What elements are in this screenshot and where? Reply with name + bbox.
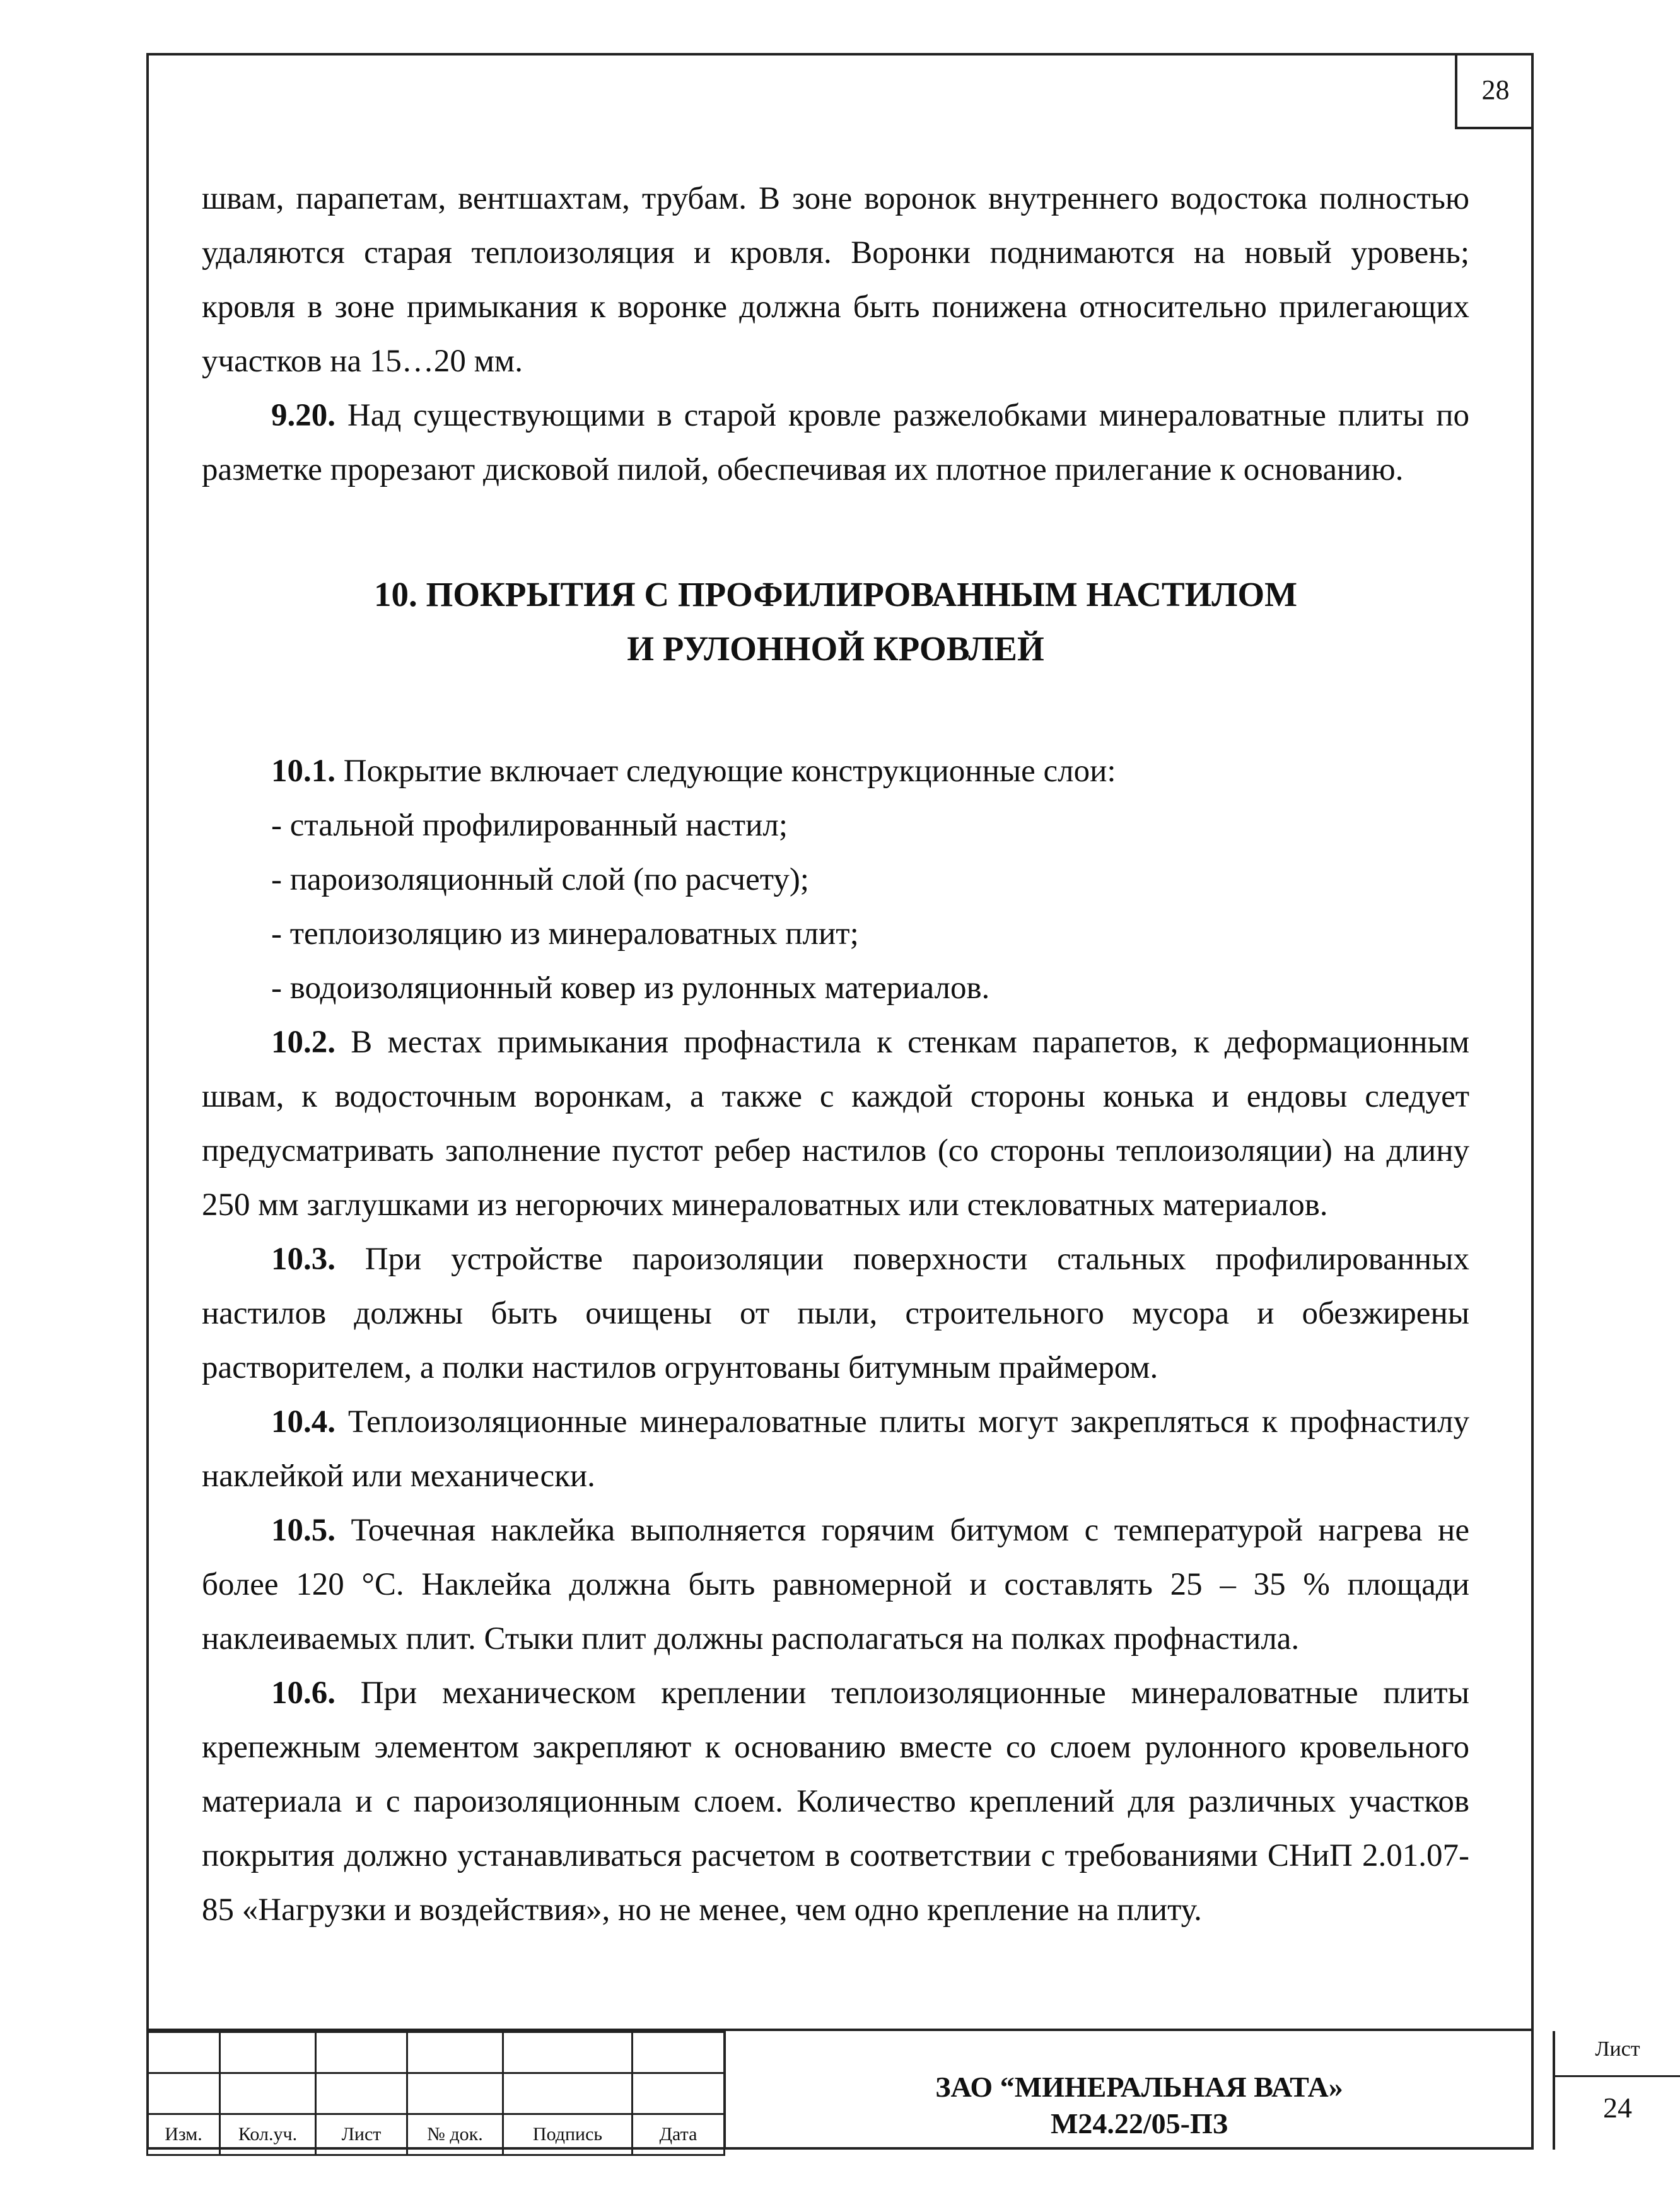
document-code: М24.22/05-ПЗ: [1050, 2107, 1228, 2140]
revision-table: [146, 2031, 725, 2156]
column-label-count: Кол.уч.: [220, 2114, 316, 2155]
paragraph-9-20: [202, 388, 1469, 497]
clause-text: При механическом креплении теплоизоляционные минераловатные плиты крепежным элементом закрепляют к основанию вместе со слоем рулонного кровельного материала и с пароизоляционным слоем. Количество креплений для различных участков покрытия должно устанавливаться расчетом в соответствии с требованиями СНиП 2.01.07-85 «Нагрузки и воздействия», но не менее, чем одно крепление на плиту.: [202, 1675, 1469, 1928]
clause-number: 10.1.: [271, 754, 335, 789]
column-label-doc-number: № док.: [407, 2114, 503, 2155]
sheet-number: 24: [1603, 2092, 1632, 2124]
list-item: - пароизоляционный слой (по расчету);: [271, 862, 809, 897]
section-heading-line-1: 10. ПОКРЫТИЯ С ПРОФИЛИРОВАННЫМ НАСТИЛОМ: [373, 575, 1298, 614]
revision-row: [148, 2032, 725, 2073]
clause-number: 10.4.: [271, 1404, 335, 1440]
clause-text: Покрытие включает следующие конструкционные слои:: [335, 754, 1116, 789]
clause-text: Над существующими в старой кровле разжелобками минераловатные плиты по разметке прорезают дисковой пилой, обеспечивая их плотное прилегание к основанию.: [202, 398, 1469, 487]
clause-text: Точечная наклейка выполняется горячим битумом с температурой нагрева не более 120 °С. Наклейка должна быть равномерной и составлять 25 – 35 % площади наклеиваемых плит. Стыки плит должны располагаться на полках профнастила.: [202, 1513, 1469, 1657]
revision-row: [148, 2073, 725, 2114]
column-label-sheet: Лист: [316, 2114, 407, 2155]
clause-text: При устройстве пароизоляции поверхности стальных профилированных настилов должны быть очищены от пыли, строительного мусора и обезжирены растворителем, а полки настилов огрунтованы битумным праймером.: [202, 1242, 1469, 1385]
paragraph-10-3: [202, 1232, 1469, 1395]
organization-name: ЗАО “МИНЕРАЛЬНАЯ ВАТА»: [935, 2071, 1343, 2103]
clause-text: В местах примыкания профнастила к стенкам парапетов, к деформационным швам, к водосточным воронкам, а также с каждой стороны конька и ендовы следует предусматривать заполнение пустот ребер настилов (со стороны теплоизоляции) на длину 250 мм заглушками из негорючих минераловатных или стекловатных материалов.: [202, 1025, 1469, 1223]
column-label-date: Дата: [633, 2114, 725, 2155]
list-item: - стальной профилированный настил;: [271, 808, 788, 843]
title-block: [146, 2029, 1640, 2150]
layer-list: [202, 798, 1469, 1015]
column-label-change: Изм.: [148, 2114, 220, 2155]
paragraph-10-4: [202, 1395, 1469, 1503]
list-item: - теплоизоляцию из минераловатных плит;: [271, 916, 859, 952]
clause-number: 10.6.: [271, 1675, 335, 1711]
sheet-cell: [1553, 2031, 1680, 2150]
paragraph-10-1: [202, 744, 1469, 798]
section-heading: [202, 568, 1469, 676]
clause-number: 10.5.: [271, 1513, 335, 1548]
clause-number: 9.20.: [271, 398, 335, 433]
document-body: [202, 172, 1469, 1937]
organization-cell: [723, 2031, 1553, 2150]
paragraph-10-5: [202, 1503, 1469, 1666]
list-item: - водоизоляционный ковер из рулонных материалов.: [271, 970, 990, 1006]
clause-number: 10.2.: [271, 1025, 335, 1060]
column-label-signature: Подпись: [503, 2114, 633, 2155]
paragraph-10-6: [202, 1666, 1469, 1937]
section-heading-line-2: И РУЛОННОЙ КРОВЛЕЙ: [627, 629, 1044, 668]
sheet-label: Лист: [1555, 2037, 1680, 2077]
clause-number: 10.3.: [271, 1242, 335, 1277]
clause-text: Теплоизоляционные минераловатные плиты могут закрепляться к профнастилу наклейкой или механически.: [202, 1404, 1469, 1494]
page-number: 28: [1455, 53, 1534, 129]
paragraph-continuation: швам, парапетам, вентшахтам, трубам. В зоне воронок внутреннего водостока полностью удаляются старая теплоизоляция и кровля. Воронки поднимаются на новый уровень; кровля в зоне примыкания к воронке должна быть понижена относительно прилегающих участков на 15…20 мм.: [202, 181, 1469, 379]
paragraph-10-2: [202, 1015, 1469, 1232]
revision-header-row: [148, 2114, 725, 2155]
